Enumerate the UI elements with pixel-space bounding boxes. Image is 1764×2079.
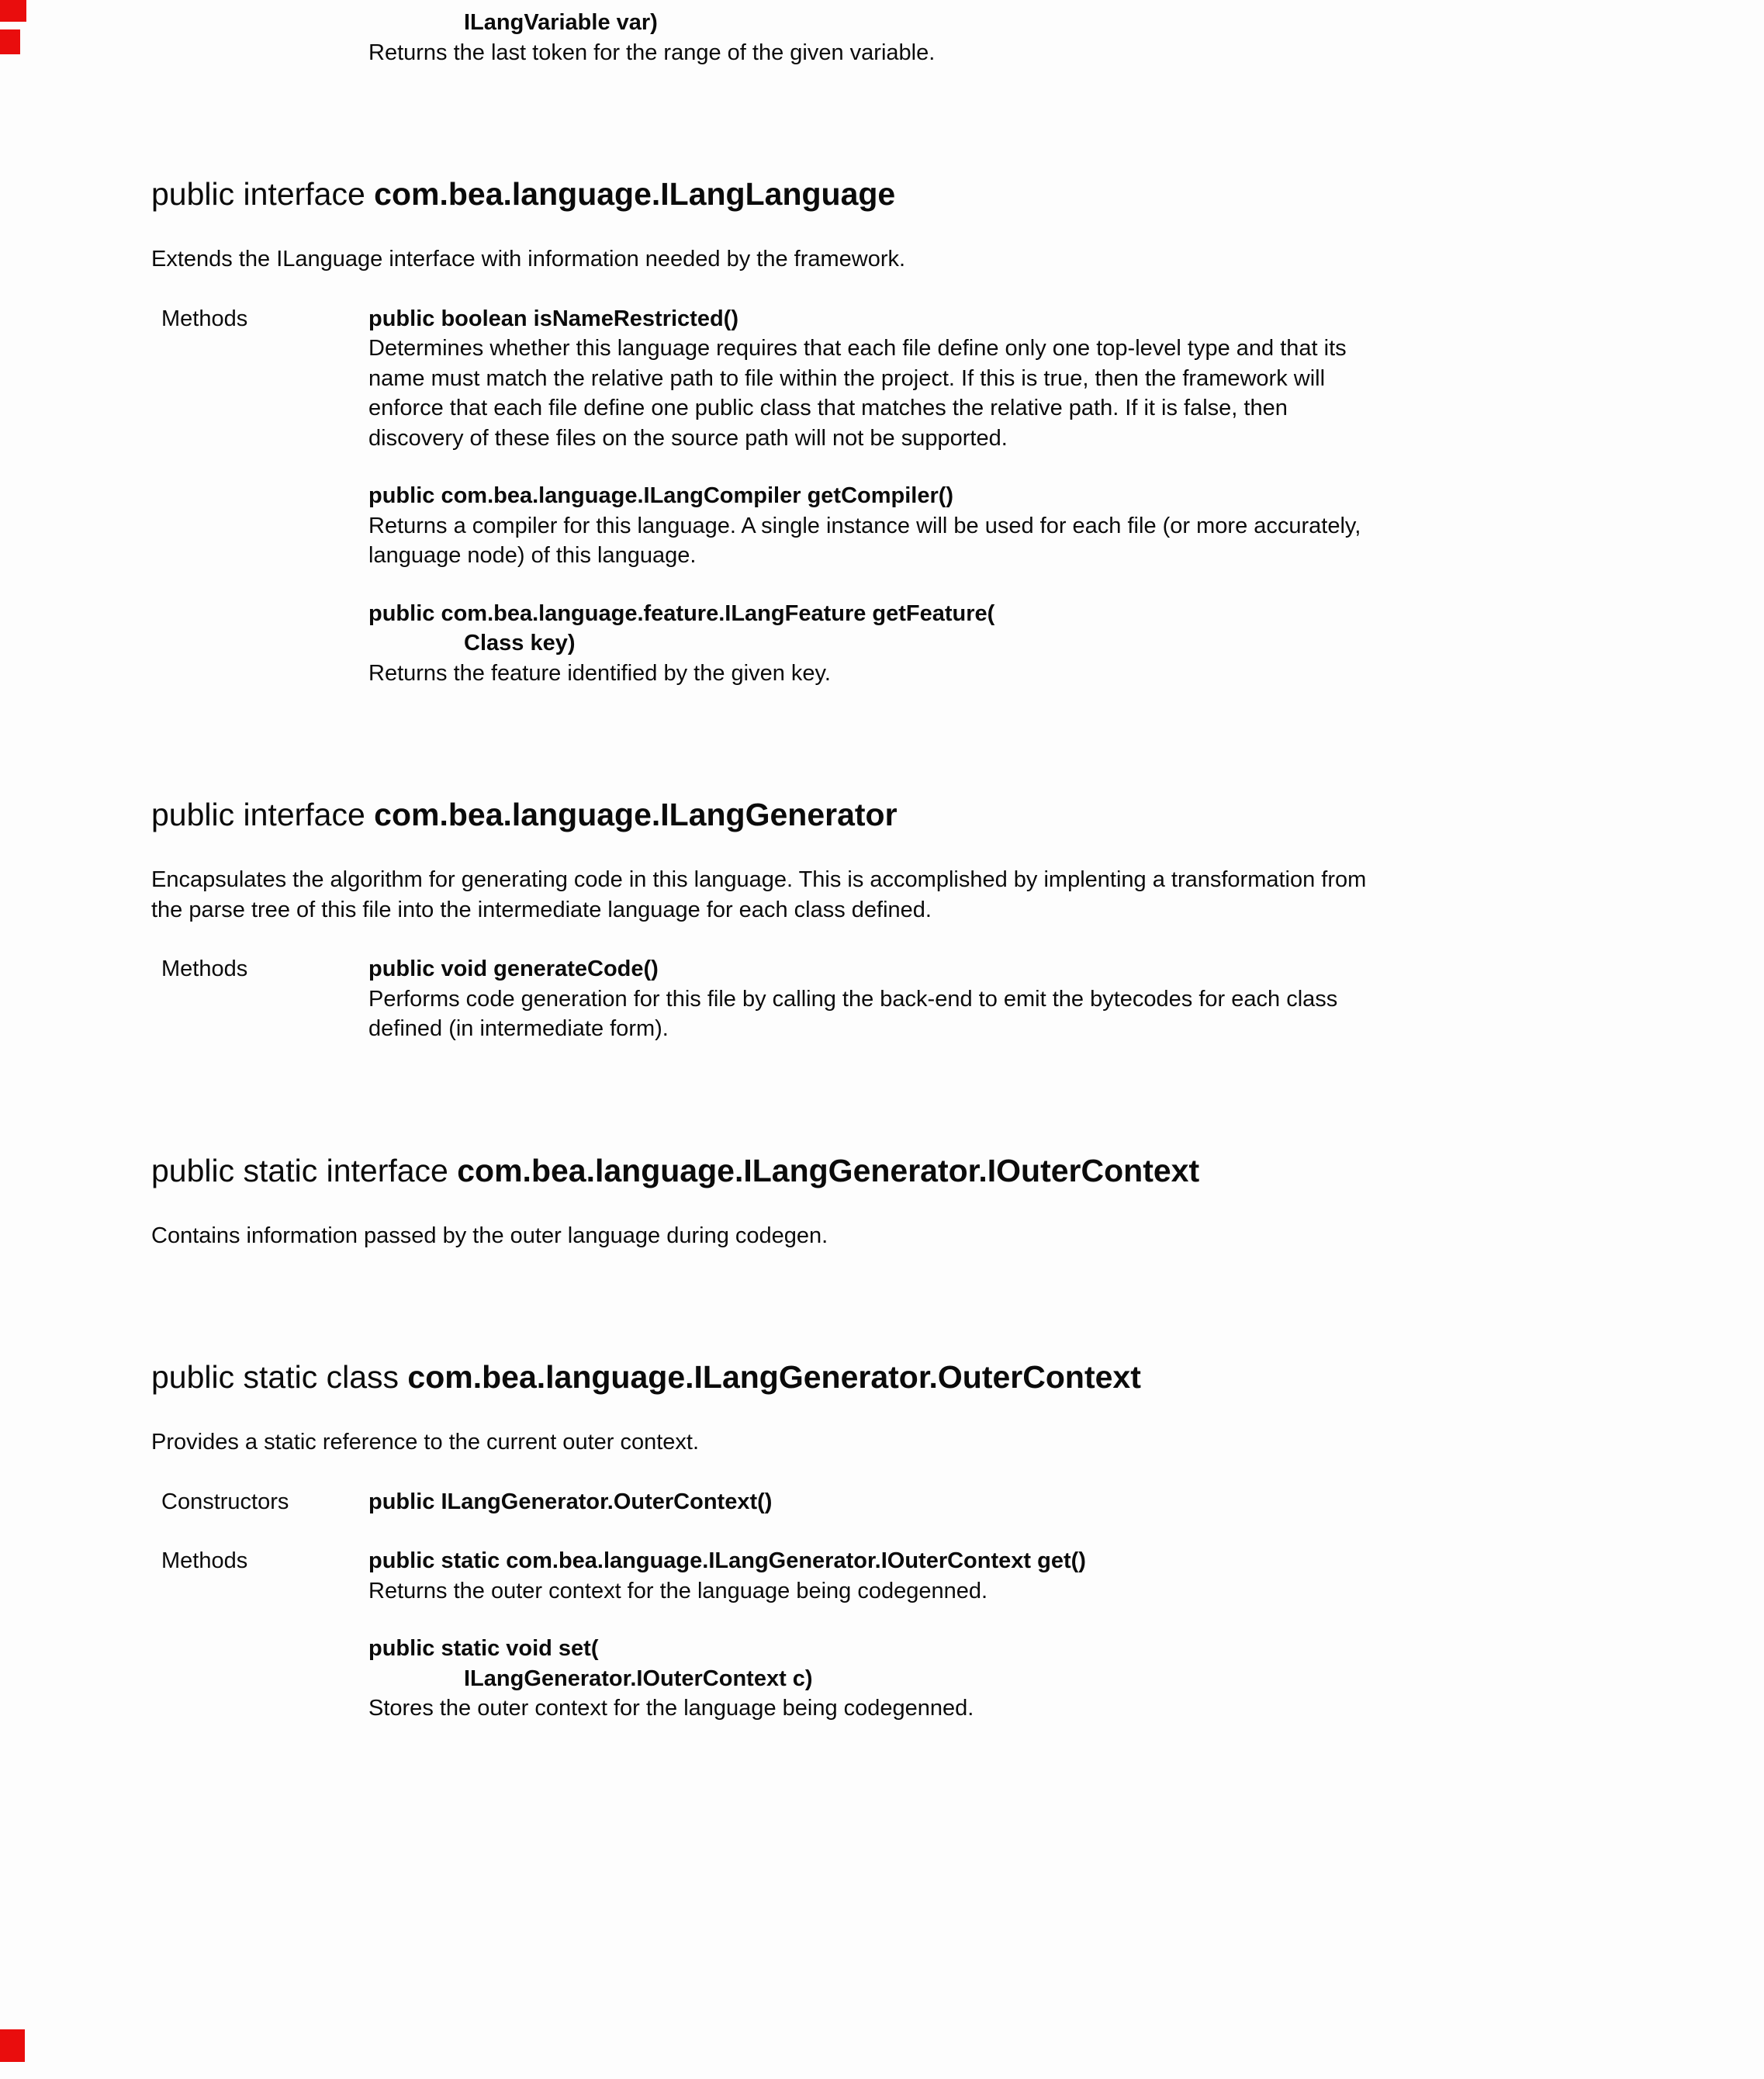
api-member [368, 1487, 1389, 1517]
member-group [161, 954, 1764, 1044]
member-description: Returns the last token for the range of the given variable. [368, 40, 936, 65]
member-signature-line: public com.bea.language.feature.ILangFeature getFeature( [368, 600, 995, 626]
member-description: Determines whether this language requires that each file define only one top-level type and that its name must match the relative path to file within the project. If this is true, then the framework will enforce that each file define one public class that matches the relative path. If it is false, then discovery of these files on the source path will not be supported. [368, 336, 1347, 451]
section-heading [151, 1359, 1764, 1395]
member-group [161, 1546, 1764, 1724]
member-list [368, 954, 1389, 1044]
member-description: Returns a compiler for this language. A single instance will be used for each file (or more accurately, language node) of this language. [368, 513, 1361, 568]
member-group-label: Methods [161, 1548, 248, 1573]
heading-prefix: public interface [151, 176, 375, 212]
heading-prefix: public static interface [151, 1152, 458, 1188]
api-member [368, 481, 1389, 571]
api-member [368, 1634, 1389, 1724]
heading-qualified-name: com.bea.language.ILangGenerator [374, 797, 898, 832]
member-description: Performs code generation for this file by calling the back-end to emit the bytecodes for each class defined (in intermediate form). [368, 986, 1338, 1041]
member-description: Returns the feature identified by the given key. [368, 660, 831, 686]
heading-prefix: public static class [151, 1359, 408, 1395]
section-intro: Extends the ILanguage interface with information needed by the framework. [151, 247, 906, 272]
member-signature-line: public ILangGenerator.OuterContext() [368, 1489, 773, 1514]
api-member [368, 954, 1389, 1044]
scan-artifact-mark [0, 0, 26, 22]
sections-container [0, 176, 1764, 1724]
section-intro: Contains information passed by the outer language during codegen. [151, 1223, 828, 1248]
member-group [161, 1487, 1764, 1517]
api-section [0, 176, 1764, 688]
api-member [368, 599, 1389, 689]
member-description: Stores the outer context for the language being codegenned. [368, 1696, 974, 1721]
member-group [161, 304, 1764, 689]
heading-prefix: public interface [151, 797, 375, 832]
heading-qualified-name: com.bea.language.ILangLanguage [374, 176, 896, 212]
scan-artifact-mark [0, 2029, 25, 2062]
member-signature-line: public static void set( [368, 1636, 599, 1661]
api-section [0, 1153, 1764, 1251]
member-group-label: Methods [161, 956, 248, 981]
section-heading [151, 797, 1764, 832]
api-section [0, 797, 1764, 1044]
member-list [368, 1487, 1389, 1517]
member-list [368, 1546, 1389, 1724]
section-heading [151, 176, 1764, 212]
member-group-label: Constructors [161, 1489, 289, 1514]
heading-qualified-name: com.bea.language.ILangGenerator.OuterContext [407, 1359, 1141, 1395]
member-signature-line: ILangGenerator.IOuterContext c) [464, 1666, 813, 1691]
section-intro: Provides a static reference to the current outer context. [151, 1430, 700, 1455]
member-description: Returns the outer context for the language being codegenned. [368, 1578, 988, 1603]
member-signature-line: public com.bea.language.ILangCompiler getCompiler() [368, 483, 954, 508]
page-top-continuation-member [368, 8, 1764, 67]
api-member [368, 304, 1389, 454]
member-group-label: Methods [161, 306, 248, 331]
heading-qualified-name: com.bea.language.ILangGenerator.IOuterContext [457, 1152, 1200, 1188]
member-signature-line: ILangVariable var) [464, 10, 658, 35]
member-signature-line: public static com.bea.language.ILangGenerator.IOuterContext get() [368, 1548, 1086, 1573]
member-signature-line: public void generateCode() [368, 956, 659, 981]
member-signature-line: Class key) [464, 631, 576, 656]
section-intro: Encapsulates the algorithm for generating code in this language. This is accomplished by implenting a transformation from the parse tree of this file into the intermediate language for each class defined. [151, 867, 1367, 922]
scan-artifact-mark [0, 29, 20, 54]
member-list [368, 304, 1389, 689]
member-signature-line: public boolean isNameRestricted() [368, 306, 738, 331]
api-member [368, 1546, 1389, 1606]
section-heading [151, 1153, 1764, 1188]
api-section [0, 1359, 1764, 1724]
